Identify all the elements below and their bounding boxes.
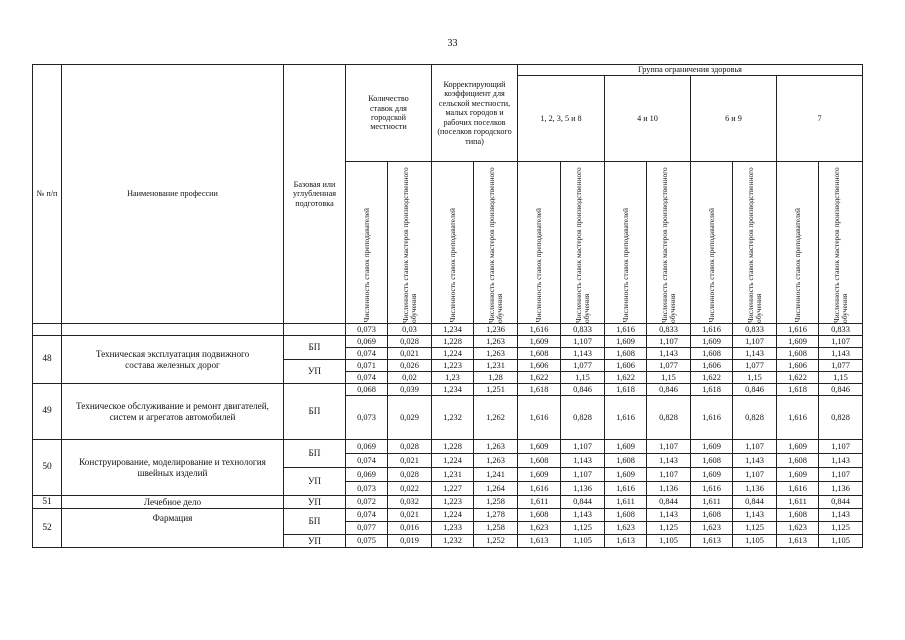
value-cell: 0,833 xyxy=(561,324,605,336)
value-cell: 1,231 xyxy=(432,468,474,482)
base-training: УП xyxy=(284,360,346,384)
value-cell: 1,616 xyxy=(518,482,561,496)
value-cell: 1,28 xyxy=(474,372,518,384)
value-cell: 1,616 xyxy=(691,482,733,496)
base-training: УП xyxy=(284,468,346,496)
base-training: БП xyxy=(284,336,346,360)
base-training: УП xyxy=(284,535,346,548)
value-cell: 1,264 xyxy=(474,482,518,496)
value-cell: 1,623 xyxy=(518,522,561,535)
table-row xyxy=(33,496,863,509)
subheader-label: Численность ставок мастеров производственного обучения xyxy=(659,166,677,323)
value-cell: 0,844 xyxy=(647,496,691,509)
value-cell: 1,622 xyxy=(691,372,733,384)
value-cell: 1,609 xyxy=(518,440,561,454)
value-cell: 1,258 xyxy=(474,496,518,509)
value-cell: 0,846 xyxy=(819,384,863,396)
value-cell: 1,608 xyxy=(777,348,819,360)
value-cell: 0,071 xyxy=(346,360,388,372)
subheader-label: Численность ставок преподавателей xyxy=(447,208,457,323)
value-cell: 1,223 xyxy=(432,360,474,372)
subheader-masters xyxy=(733,162,777,324)
value-cell: 0,828 xyxy=(561,396,605,440)
value-cell: 1,609 xyxy=(691,336,733,348)
base-training: БП xyxy=(284,384,346,440)
value-cell: 1,609 xyxy=(777,336,819,348)
value-cell: 1,143 xyxy=(733,509,777,522)
value-cell: 1,241 xyxy=(474,468,518,482)
value-cell: 1,143 xyxy=(561,509,605,522)
value-cell: 1,623 xyxy=(605,522,647,535)
value-cell: 0,028 xyxy=(388,468,432,482)
value-cell: 1,143 xyxy=(819,509,863,522)
table-row xyxy=(33,324,863,336)
value-cell: 1,23 xyxy=(432,372,474,384)
value-cell: 1,606 xyxy=(691,360,733,372)
value-cell: 0,028 xyxy=(388,440,432,454)
value-cell: 0,844 xyxy=(819,496,863,509)
value-cell: 0,833 xyxy=(819,324,863,336)
value-cell: 1,107 xyxy=(647,468,691,482)
value-cell: 1,608 xyxy=(518,509,561,522)
empty-cell xyxy=(33,324,62,336)
value-cell: 1,258 xyxy=(474,522,518,535)
subheader-label: Численность ставок преподавателей xyxy=(534,208,544,323)
subheader-teachers xyxy=(605,162,647,324)
subheader-label: Численность ставок преподавателей xyxy=(361,208,371,323)
value-cell: 1,263 xyxy=(474,348,518,360)
value-cell: 1,611 xyxy=(605,496,647,509)
table-row xyxy=(33,384,863,396)
value-cell: 1,136 xyxy=(819,482,863,496)
value-cell: 1,608 xyxy=(691,509,733,522)
value-cell: 1,234 xyxy=(432,324,474,336)
value-cell: 1,125 xyxy=(733,522,777,535)
value-cell: 1,606 xyxy=(518,360,561,372)
header-coef-rural: Корректирующий коэффициент для сельской местности, малых городов и рабочих поселков (поселков городского типа) xyxy=(432,65,518,162)
value-cell: 1,608 xyxy=(777,509,819,522)
subheader-teachers xyxy=(518,162,561,324)
row-number: 48 xyxy=(33,336,62,384)
value-cell: 0,021 xyxy=(388,509,432,522)
subheader-label: Численность ставок мастеров производственного обучения xyxy=(573,166,591,323)
value-cell: 1,107 xyxy=(647,336,691,348)
subheader-label: Численность ставок преподавателей xyxy=(706,208,716,323)
header-health-group: Группа ограничения здоровья xyxy=(518,65,863,76)
value-cell: 0,833 xyxy=(647,324,691,336)
value-cell: 1,143 xyxy=(733,454,777,468)
value-cell: 1,077 xyxy=(819,360,863,372)
value-cell: 1,616 xyxy=(605,324,647,336)
row-number: 51 xyxy=(33,496,62,509)
value-cell: 1,107 xyxy=(819,336,863,348)
rates-table xyxy=(32,64,863,548)
value-cell: 1,233 xyxy=(432,522,474,535)
row-number: 50 xyxy=(33,440,62,496)
value-cell: 1,143 xyxy=(561,348,605,360)
page-number: 33 xyxy=(447,38,458,49)
value-cell: 1,228 xyxy=(432,336,474,348)
value-cell: 0,074 xyxy=(346,509,388,522)
value-cell: 1,618 xyxy=(518,384,561,396)
subheader-masters xyxy=(819,162,863,324)
value-cell: 1,15 xyxy=(733,372,777,384)
value-cell: 1,618 xyxy=(605,384,647,396)
value-cell: 1,077 xyxy=(733,360,777,372)
value-cell: 0,03 xyxy=(388,324,432,336)
value-cell: 1,613 xyxy=(691,535,733,548)
header-name: Наименование профессии xyxy=(62,65,284,324)
value-cell: 1,143 xyxy=(561,454,605,468)
value-cell: 0,069 xyxy=(346,440,388,454)
profession-name: Техническая эксплуатация подвижного состава железных дорог xyxy=(62,336,284,384)
subheader-teachers xyxy=(691,162,733,324)
value-cell: 1,608 xyxy=(605,348,647,360)
value-cell: 1,609 xyxy=(605,336,647,348)
value-cell: 1,616 xyxy=(605,482,647,496)
value-cell: 0,077 xyxy=(346,522,388,535)
value-cell: 1,623 xyxy=(777,522,819,535)
value-cell: 0,073 xyxy=(346,324,388,336)
value-cell: 1,618 xyxy=(777,384,819,396)
value-cell: 1,077 xyxy=(561,360,605,372)
value-cell: 1,606 xyxy=(777,360,819,372)
profession-name: Фармация xyxy=(62,509,284,548)
value-cell: 1,623 xyxy=(691,522,733,535)
value-cell: 1,125 xyxy=(819,522,863,535)
value-cell: 0,846 xyxy=(647,384,691,396)
value-cell: 1,107 xyxy=(733,468,777,482)
value-cell: 1,609 xyxy=(691,468,733,482)
value-cell: 1,107 xyxy=(561,468,605,482)
subheader-label: Численность ставок мастеров производственного обучения xyxy=(486,166,504,323)
value-cell: 1,609 xyxy=(518,468,561,482)
header-group-1: 1, 2, 3, 5 и 8 xyxy=(518,76,605,162)
value-cell: 1,232 xyxy=(432,396,474,440)
value-cell: 1,224 xyxy=(432,509,474,522)
value-cell: 1,077 xyxy=(647,360,691,372)
value-cell: 0,074 xyxy=(346,372,388,384)
value-cell: 0,021 xyxy=(388,348,432,360)
empty-cell xyxy=(62,324,284,336)
value-cell: 1,251 xyxy=(474,384,518,396)
value-cell: 1,15 xyxy=(819,372,863,384)
value-cell: 1,611 xyxy=(518,496,561,509)
value-cell: 0,074 xyxy=(346,454,388,468)
value-cell: 0,844 xyxy=(733,496,777,509)
value-cell: 0,073 xyxy=(346,396,388,440)
profession-name: Лечебное дело xyxy=(62,496,284,509)
value-cell: 1,136 xyxy=(733,482,777,496)
value-cell: 0,029 xyxy=(388,396,432,440)
value-cell: 1,616 xyxy=(777,482,819,496)
value-cell: 1,143 xyxy=(733,348,777,360)
subheader-masters xyxy=(647,162,691,324)
value-cell: 1,105 xyxy=(647,535,691,548)
value-cell: 0,02 xyxy=(388,372,432,384)
value-cell: 1,223 xyxy=(432,496,474,509)
base-training: БП xyxy=(284,440,346,468)
value-cell: 1,143 xyxy=(647,454,691,468)
value-cell: 1,611 xyxy=(691,496,733,509)
value-cell: 1,609 xyxy=(605,440,647,454)
value-cell: 1,125 xyxy=(647,522,691,535)
value-cell: 1,618 xyxy=(691,384,733,396)
value-cell: 1,228 xyxy=(432,440,474,454)
value-cell: 0,069 xyxy=(346,468,388,482)
value-cell: 1,616 xyxy=(605,396,647,440)
value-cell: 1,231 xyxy=(474,360,518,372)
value-cell: 1,616 xyxy=(691,324,733,336)
value-cell: 1,227 xyxy=(432,482,474,496)
value-cell: 0,039 xyxy=(388,384,432,396)
value-cell: 0,844 xyxy=(561,496,605,509)
value-cell: 1,252 xyxy=(474,535,518,548)
value-cell: 1,143 xyxy=(819,348,863,360)
value-cell: 1,278 xyxy=(474,509,518,522)
value-cell: 1,263 xyxy=(474,454,518,468)
value-cell: 1,125 xyxy=(561,522,605,535)
value-cell: 1,608 xyxy=(605,454,647,468)
value-cell: 1,15 xyxy=(561,372,605,384)
value-cell: 1,608 xyxy=(518,454,561,468)
value-cell: 1,609 xyxy=(777,468,819,482)
value-cell: 0,828 xyxy=(733,396,777,440)
value-cell: 1,234 xyxy=(432,384,474,396)
header-base: Базовая или углубленная подготовка xyxy=(284,65,346,324)
header-group-2: 4 и 10 xyxy=(605,76,691,162)
value-cell: 1,622 xyxy=(605,372,647,384)
value-cell: 1,622 xyxy=(777,372,819,384)
value-cell: 1,608 xyxy=(691,348,733,360)
value-cell: 1,263 xyxy=(474,440,518,454)
value-cell: 0,833 xyxy=(733,324,777,336)
subheader-masters xyxy=(388,162,432,324)
value-cell: 0,022 xyxy=(388,482,432,496)
value-cell: 1,107 xyxy=(647,440,691,454)
value-cell: 1,616 xyxy=(777,396,819,440)
value-cell: 1,608 xyxy=(691,454,733,468)
subheader-label: Численность ставок мастеров производственного обучения xyxy=(831,166,849,323)
value-cell: 0,026 xyxy=(388,360,432,372)
table-row xyxy=(33,336,863,348)
value-cell: 1,143 xyxy=(647,509,691,522)
header-count-rates: Количество ставок для городской местности xyxy=(346,65,432,162)
value-cell: 1,107 xyxy=(561,336,605,348)
value-cell: 0,073 xyxy=(346,482,388,496)
row-number: 52 xyxy=(33,509,62,548)
header-group-3: 6 и 9 xyxy=(691,76,777,162)
value-cell: 1,616 xyxy=(518,324,561,336)
profession-name: Техническое обслуживание и ремонт двигателей, систем и агрегатов автомобилей xyxy=(62,384,284,440)
value-cell: 1,616 xyxy=(777,324,819,336)
value-cell: 1,613 xyxy=(777,535,819,548)
value-cell: 1,616 xyxy=(518,396,561,440)
value-cell: 1,613 xyxy=(605,535,647,548)
value-cell: 1,107 xyxy=(561,440,605,454)
subheader-label: Численность ставок преподавателей xyxy=(620,208,630,323)
subheader-teachers xyxy=(346,162,388,324)
value-cell: 0,016 xyxy=(388,522,432,535)
value-cell: 1,608 xyxy=(777,454,819,468)
value-cell: 1,143 xyxy=(819,454,863,468)
value-cell: 0,069 xyxy=(346,336,388,348)
value-cell: 1,107 xyxy=(819,440,863,454)
value-cell: 1,262 xyxy=(474,396,518,440)
subheader-teachers xyxy=(432,162,474,324)
value-cell: 1,143 xyxy=(647,348,691,360)
value-cell: 1,15 xyxy=(647,372,691,384)
base-training: УП xyxy=(284,496,346,509)
value-cell: 1,608 xyxy=(605,509,647,522)
value-cell: 1,136 xyxy=(561,482,605,496)
value-cell: 0,072 xyxy=(346,496,388,509)
value-cell: 1,606 xyxy=(605,360,647,372)
value-cell: 1,263 xyxy=(474,336,518,348)
value-cell: 0,021 xyxy=(388,454,432,468)
value-cell: 1,105 xyxy=(561,535,605,548)
value-cell: 1,609 xyxy=(691,440,733,454)
value-cell: 0,828 xyxy=(819,396,863,440)
value-cell: 1,609 xyxy=(777,440,819,454)
value-cell: 0,846 xyxy=(733,384,777,396)
value-cell: 1,136 xyxy=(647,482,691,496)
header-num: № п/п xyxy=(33,65,62,324)
value-cell: 0,846 xyxy=(561,384,605,396)
value-cell: 1,105 xyxy=(733,535,777,548)
value-cell: 1,232 xyxy=(432,535,474,548)
value-cell: 1,609 xyxy=(518,336,561,348)
profession-name: Конструирование, моделирование и технология швейных изделий xyxy=(62,440,284,496)
empty-cell xyxy=(284,324,346,336)
value-cell: 1,236 xyxy=(474,324,518,336)
value-cell: 1,107 xyxy=(733,336,777,348)
value-cell: 1,107 xyxy=(733,440,777,454)
subheader-masters xyxy=(561,162,605,324)
subheader-masters xyxy=(474,162,518,324)
value-cell: 0,828 xyxy=(647,396,691,440)
subheader-teachers xyxy=(777,162,819,324)
value-cell: 0,032 xyxy=(388,496,432,509)
value-cell: 1,613 xyxy=(518,535,561,548)
value-cell: 1,224 xyxy=(432,348,474,360)
value-cell: 0,028 xyxy=(388,336,432,348)
value-cell: 1,616 xyxy=(691,396,733,440)
value-cell: 0,075 xyxy=(346,535,388,548)
value-cell: 1,611 xyxy=(777,496,819,509)
value-cell: 1,107 xyxy=(819,468,863,482)
subheader-label: Численность ставок преподавателей xyxy=(792,208,802,323)
table-row xyxy=(33,509,863,522)
value-cell: 1,224 xyxy=(432,454,474,468)
value-cell: 1,105 xyxy=(819,535,863,548)
base-training: БП xyxy=(284,509,346,535)
value-cell: 1,622 xyxy=(518,372,561,384)
header-group-4: 7 xyxy=(777,76,863,162)
value-cell: 0,019 xyxy=(388,535,432,548)
table-row xyxy=(33,440,863,454)
value-cell: 0,074 xyxy=(346,348,388,360)
subheader-label: Численность ставок мастеров производственного обучения xyxy=(400,166,418,323)
value-cell: 1,608 xyxy=(518,348,561,360)
value-cell: 1,609 xyxy=(605,468,647,482)
row-number: 49 xyxy=(33,384,62,440)
subheader-label: Численность ставок мастеров производственного обучения xyxy=(745,166,763,323)
value-cell: 0,068 xyxy=(346,384,388,396)
